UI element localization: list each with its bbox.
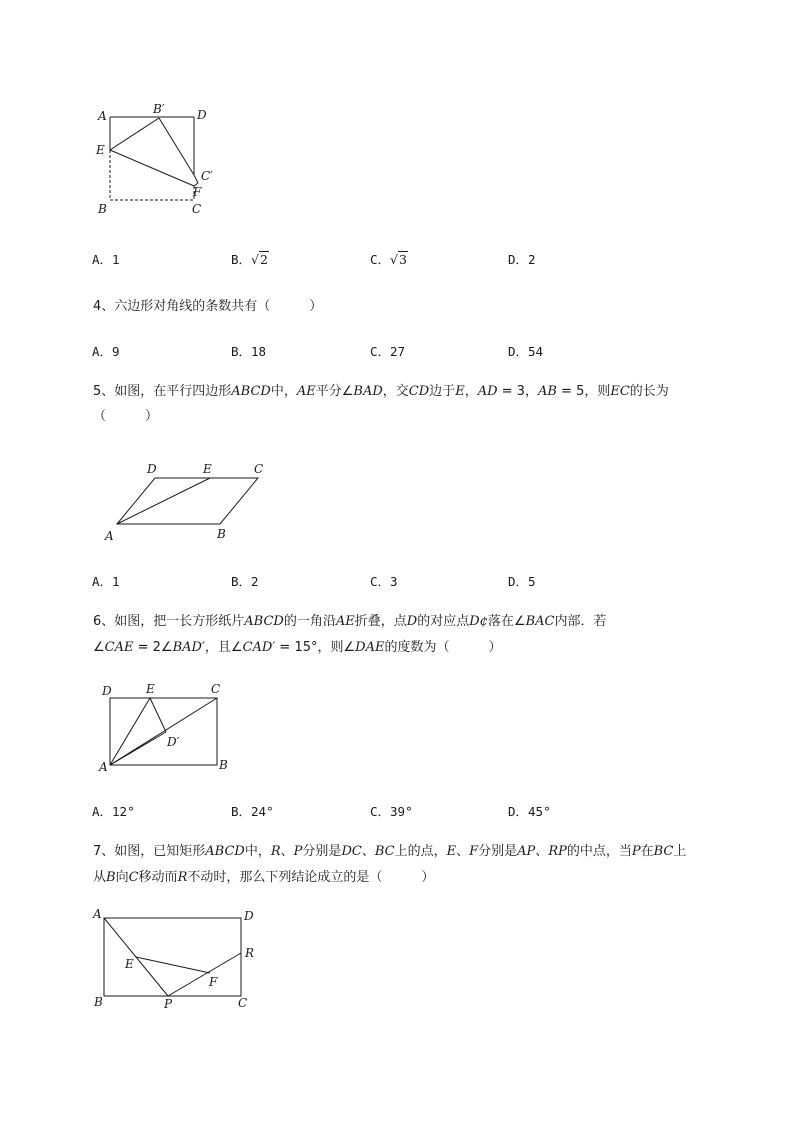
q6-label-B: B	[219, 758, 228, 772]
q3-option-a: A．1	[92, 252, 120, 267]
q7-label-F: F	[209, 975, 218, 989]
q7-label-E: E	[125, 957, 134, 971]
q7-figure	[88, 900, 268, 1015]
q6-label-Dprime: D′	[167, 735, 180, 749]
q5-option-c: C．3	[370, 574, 398, 589]
q7-label-D: D	[244, 909, 254, 923]
q3-label-F: F	[193, 185, 202, 199]
q3-option-c: C．√3	[370, 252, 407, 267]
q4-option-b: B．18	[231, 344, 267, 359]
q5-option-b: B．2	[231, 574, 259, 589]
q3-label-D: D	[197, 108, 207, 122]
q6-label-E: E	[146, 682, 155, 696]
q5-label-C: C	[254, 462, 264, 476]
q3-option-b: B．√2	[231, 252, 268, 267]
q7-label-P: P	[164, 997, 173, 1011]
q4-stem: 4、六边形对角线的条数共有（ ）	[93, 299, 323, 314]
q5-label-B: B	[217, 527, 226, 541]
q5-label-E: E	[203, 462, 212, 476]
q3-figure	[88, 98, 228, 223]
q3-label-Cprime: C′	[201, 169, 213, 183]
q4-option-a: A．9	[92, 344, 120, 359]
q6-option-a: A．12°	[92, 804, 135, 819]
q7-label-A: A	[93, 907, 102, 921]
q3-label-Bprime: B′	[153, 102, 165, 116]
q6-option-d: D．45°	[508, 804, 551, 819]
q3-option-d: D．2	[508, 252, 536, 267]
q3-label-B: B	[98, 202, 107, 216]
q6-label-A: A	[99, 760, 108, 774]
q6-label-C: C	[211, 682, 221, 696]
q3-label-A: A	[98, 109, 107, 123]
q4-option-d: D．54	[508, 344, 544, 359]
q5-figure	[100, 455, 280, 545]
q5-option-d: D．5	[508, 574, 536, 589]
q6-figure	[95, 680, 235, 775]
q6-label-D: D	[102, 684, 112, 698]
q5-label-D: D	[147, 462, 157, 476]
q5-option-a: A．1	[92, 574, 120, 589]
q6-stem-line1: 6、如图，把一长方形纸片ABCD的一角沿AE折叠，点D的对应点D¢落在∠BAC内部．若	[93, 614, 607, 629]
sqrt-symbol: √3	[390, 252, 407, 267]
q7-label-R: R	[245, 946, 255, 960]
q6-option-b: B．24°	[231, 804, 274, 819]
q5-label-A: A	[105, 529, 114, 543]
q5-stem-line1: 5、如图，在平行四边形ABCD中，AE平分∠BAD，交CD边于E，AD = 3，AB = 5，则EC的长为	[93, 384, 669, 399]
q7-stem-line2: 从B向C移动而R不动时，那么下列结论成立的是（ ）	[93, 870, 435, 885]
sqrt-symbol: √2	[251, 252, 268, 267]
q3-label-E: E	[96, 143, 105, 157]
q3-label-C: C	[192, 202, 202, 216]
q6-stem-line2: ∠CAE = 2∠BAD′，且∠CAD′ = 15°，则∠DAE的度数为（ ）	[93, 640, 502, 655]
q7-label-B: B	[94, 995, 103, 1009]
q5-stem-line2: （ ）	[93, 409, 159, 424]
q7-label-C: C	[238, 996, 248, 1010]
q7-stem-line1: 7、如图，已知矩形ABCD中，R、P分别是DC、BC上的点，E、F分别是AP、RP的中点，当P在BC上	[93, 844, 687, 859]
q6-option-c: C．39°	[370, 804, 413, 819]
q4-option-c: C．27	[370, 344, 406, 359]
